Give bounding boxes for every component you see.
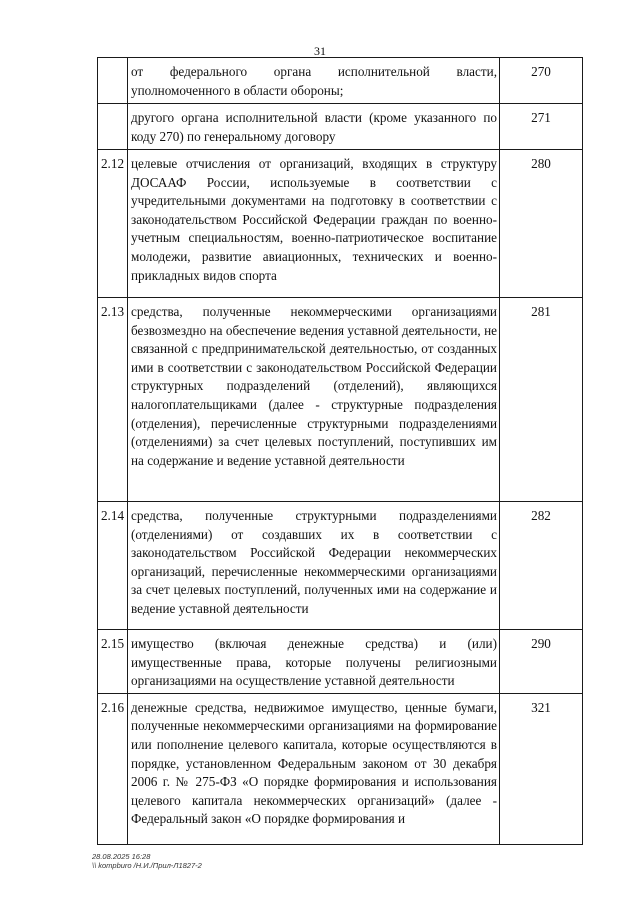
row-description: средства, полученные структурными подразделениями (отделениями) от создавших их в соответствии с законодательством Российской Федерации некоммерческих организаций, перечисленные некоммерческими организациями за счет целевых поступлений, полученных ими на содержание и ведение уставной деятельности xyxy=(128,502,500,630)
table-row xyxy=(98,693,583,844)
row-number: 2.14 xyxy=(98,502,128,630)
table-row xyxy=(98,58,583,104)
row-description: имущество (включая денежные средства) и (или) имущественные права, которые получены религиозными организациями на осуществление уставной деятельности xyxy=(128,630,500,694)
row-code: 271 xyxy=(500,104,583,150)
row-code: 282 xyxy=(500,502,583,630)
row-code: 280 xyxy=(500,150,583,298)
row-number xyxy=(98,104,128,150)
table-row xyxy=(98,104,583,150)
row-description: другого органа исполнительной власти (кроме указанного по коду 270) по генеральному договору xyxy=(128,104,500,150)
row-code: 290 xyxy=(500,630,583,694)
footer-file-reference: \\ kompburo /Н.И./Прил-Л1827-2 xyxy=(92,861,202,870)
page-number: 31 xyxy=(314,44,326,58)
row-number: 2.12 xyxy=(98,150,128,298)
row-number xyxy=(98,58,128,104)
row-description-text: денежные средства, недвижимое имущество, ценные бумаги, полученные некоммерческими организациями на формирование или пополнение целевого капитала, которые осуществляются в порядке, установленном Федеральным законом от 30 декабря 2006 г. № 275-ФЗ «О порядке формирования и использования целевого капитала некоммерческих организаций» (далее - Федеральный закон «О порядке формирования и xyxy=(131,699,497,827)
table-row xyxy=(98,150,583,298)
row-description: целевые отчисления от организаций, входящих в структуру ДОСААФ России, используемые в соответствии с учредительными документами на подготовку в соответствии с законодательством Российской Федерации граждан по военно-учетным специальностям, военно-патриотическое воспитание молодежи, развитие авиационных, технических и военно-прикладных видов спорта xyxy=(128,150,500,298)
row-number: 2.13 xyxy=(98,298,128,502)
row-description xyxy=(128,693,500,844)
row-description: средства, полученные некоммерческими организациями безвозмездно на обеспечение ведения уставной деятельности, не связанной с предпринимательской деятельностью, от созданных ими в соответствии с законодательством Российской Федерации структурных подразделений (отделений), являющихся налогоплательщиками (далее - структурные подразделения (отделения), перечисленные структурными подразделениями (отделениями) за счет целевых поступлений, поступивших им на содержание и ведение уставной деятельности xyxy=(128,298,500,502)
codes-table xyxy=(97,57,583,845)
document-footer xyxy=(92,852,202,870)
footer-timestamp: 28.08.2025 16:28 xyxy=(92,852,151,861)
row-number: 2.15 xyxy=(98,630,128,694)
row-code: 321 xyxy=(500,693,583,844)
row-code: 281 xyxy=(500,298,583,502)
table-row xyxy=(98,502,583,630)
row-number: 2.16 xyxy=(98,693,128,844)
table-row xyxy=(98,298,583,502)
row-description: от федерального органа исполнительной власти, уполномоченного в области обороны; xyxy=(128,58,500,104)
table-row xyxy=(98,630,583,694)
row-code: 270 xyxy=(500,58,583,104)
